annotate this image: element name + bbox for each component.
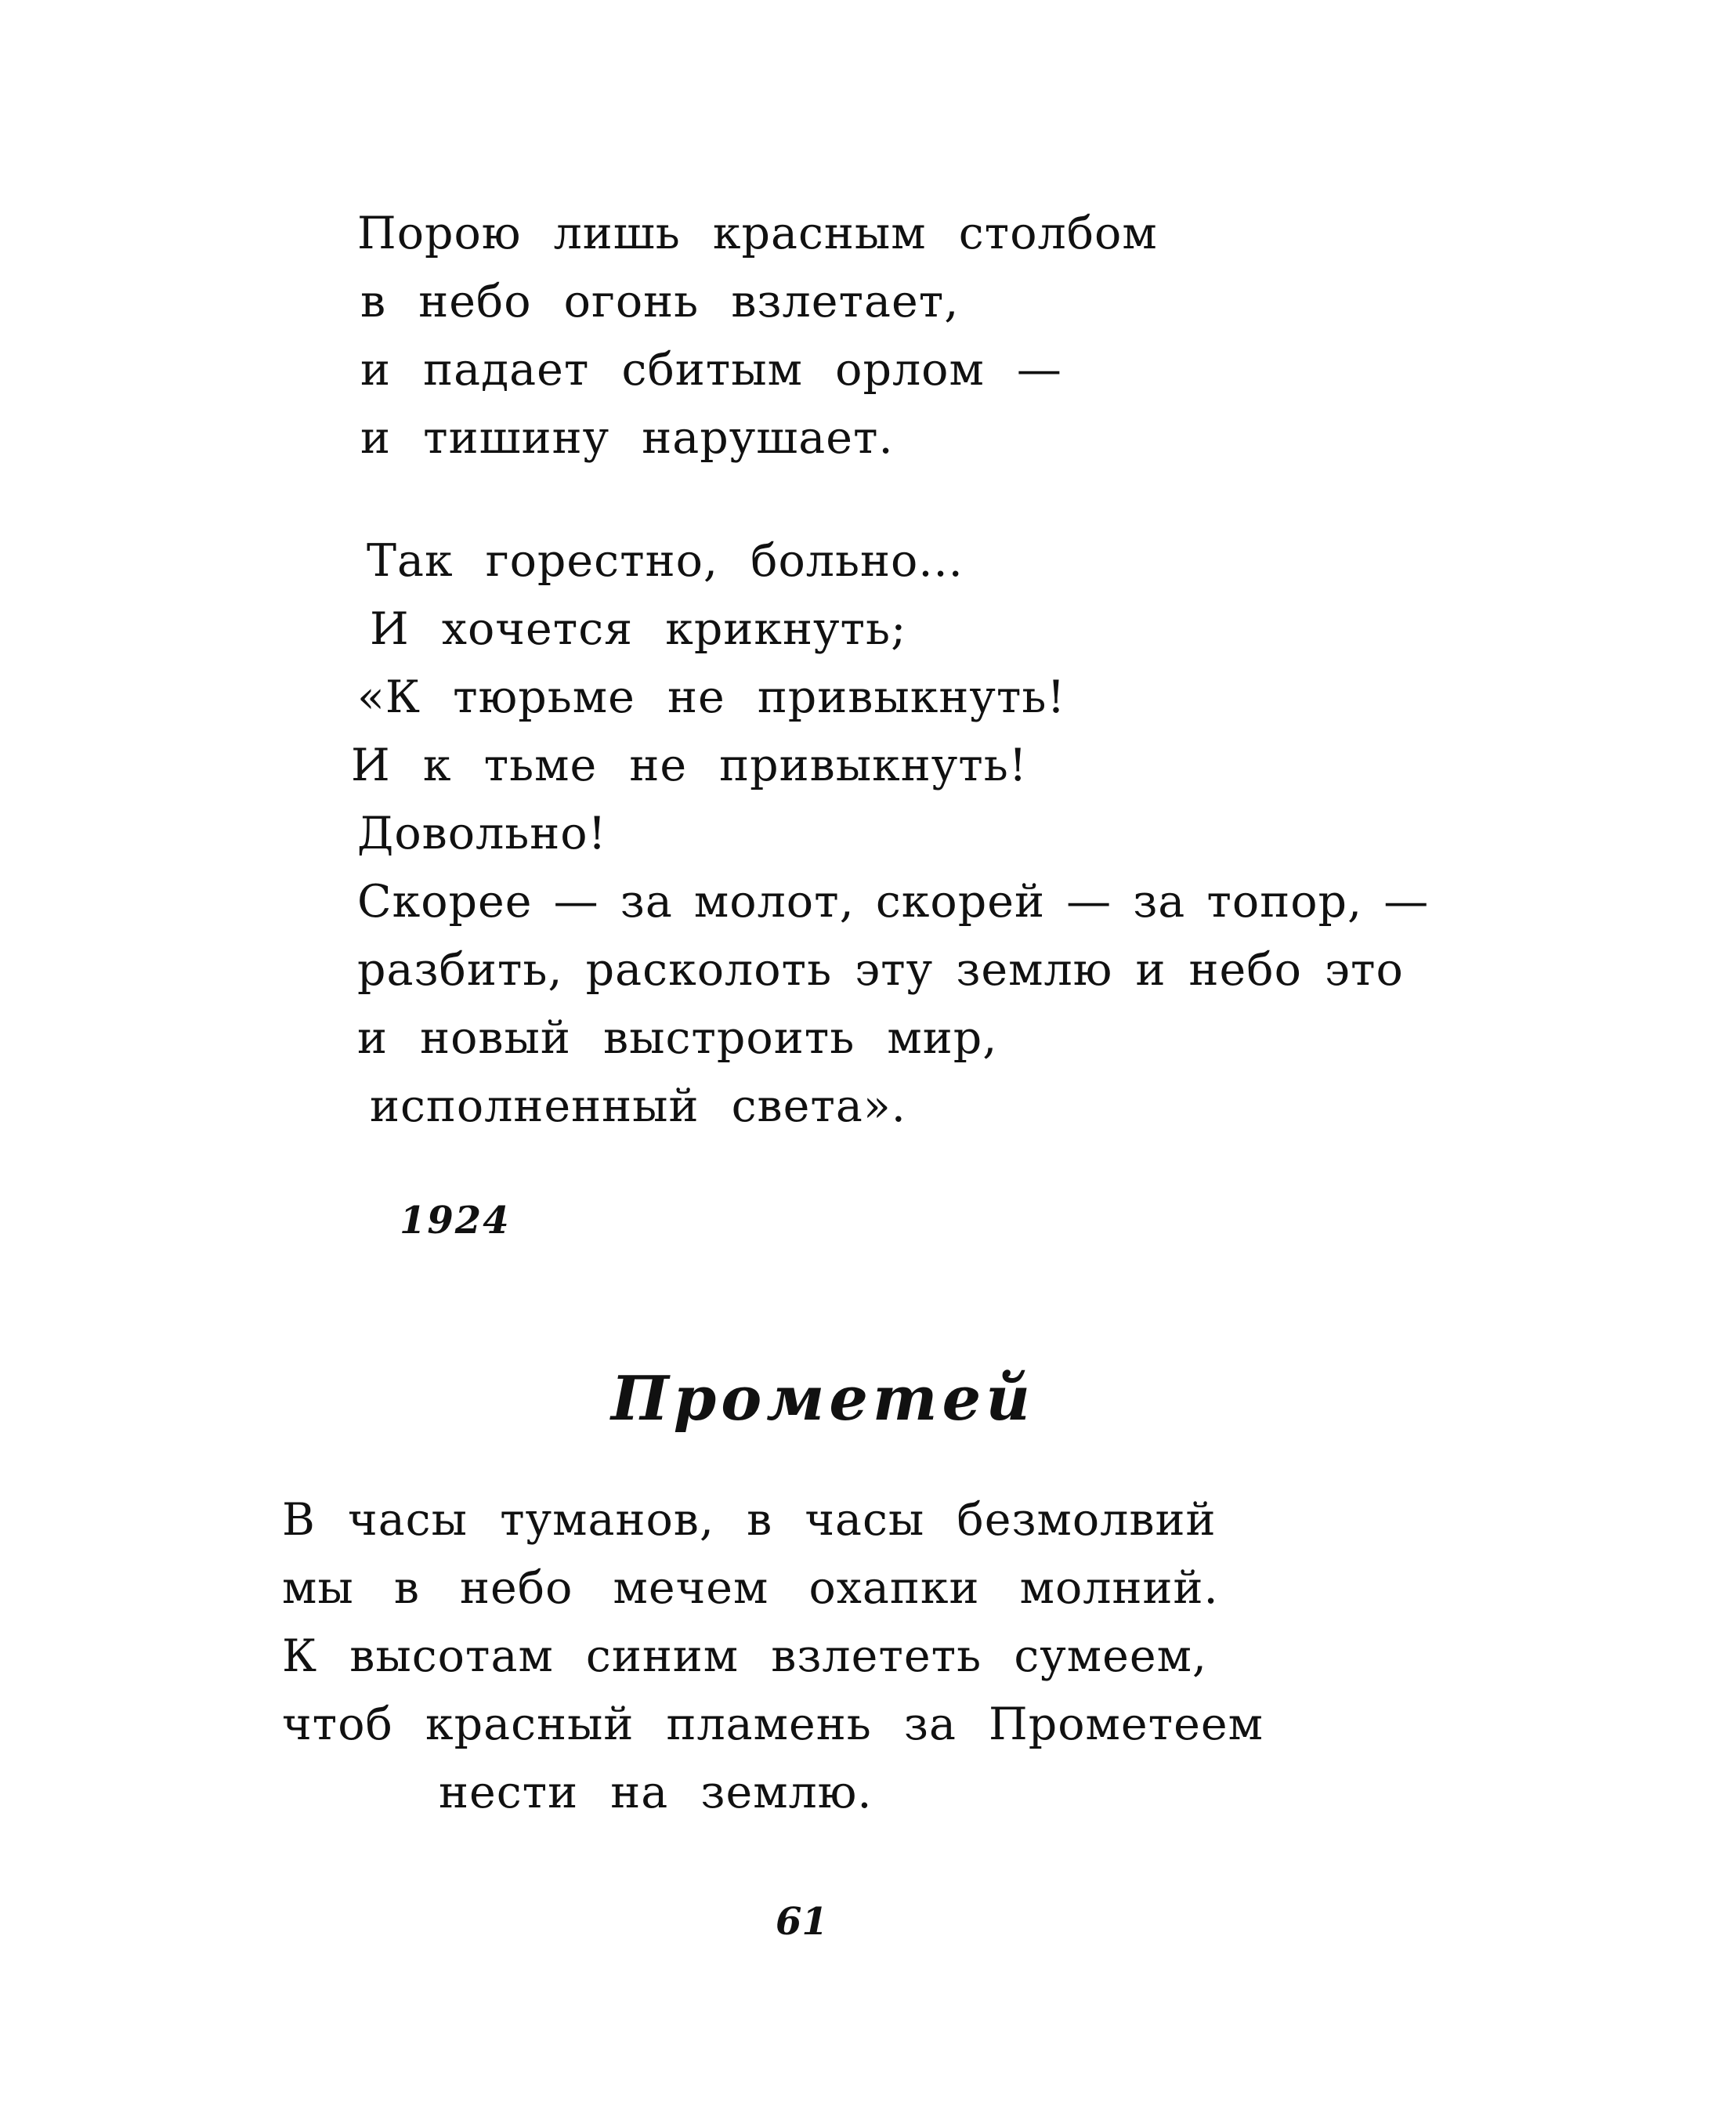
poem-line: разбить, расколоть эту землю и небо это: [357, 944, 1404, 996]
stanza-prometheus: [282, 1486, 1264, 1827]
poem-line: В часы туманов, в часы безмолвий: [282, 1494, 1217, 1546]
poem-line: чтоб красный пламень за Прометеем: [282, 1699, 1264, 1750]
poem-line: «К тюрьме не привыкнуть!: [357, 671, 1066, 723]
poem-line: исполненный света».: [370, 1080, 906, 1132]
poem-line: И к тьме не привыкнуть!: [351, 740, 1028, 791]
poem-line: и новый выстроить мир,: [357, 1012, 998, 1064]
poem-line: в небо огонь взлетает,: [360, 276, 960, 327]
stanza-2: [351, 527, 1430, 1141]
poem-year: 1924: [400, 1199, 511, 1243]
poem-line: И хочется крикнуть;: [370, 603, 907, 655]
poem-line: Порою лишь красным столбом: [357, 208, 1158, 259]
poem-line: Довольно!: [357, 808, 607, 859]
poem-line: мы в небо мечем охапки молний.: [282, 1562, 1219, 1614]
poem-title: Прометей: [611, 1363, 1035, 1434]
poem-line: нести на землю.: [439, 1767, 873, 1818]
poem-line: Так горестно, больно...: [367, 535, 964, 587]
stanza-1: [357, 200, 1158, 472]
poem-line: Скорее — за молот, скорей — за топор, —: [357, 876, 1430, 928]
poem-line: и тишину нарушает.: [360, 412, 894, 464]
poem-line: К высотам синим взлететь сумеем,: [282, 1630, 1208, 1682]
poem-line: и падает сбитым орлом —: [360, 344, 1062, 396]
page-number: 61: [776, 1900, 828, 1944]
